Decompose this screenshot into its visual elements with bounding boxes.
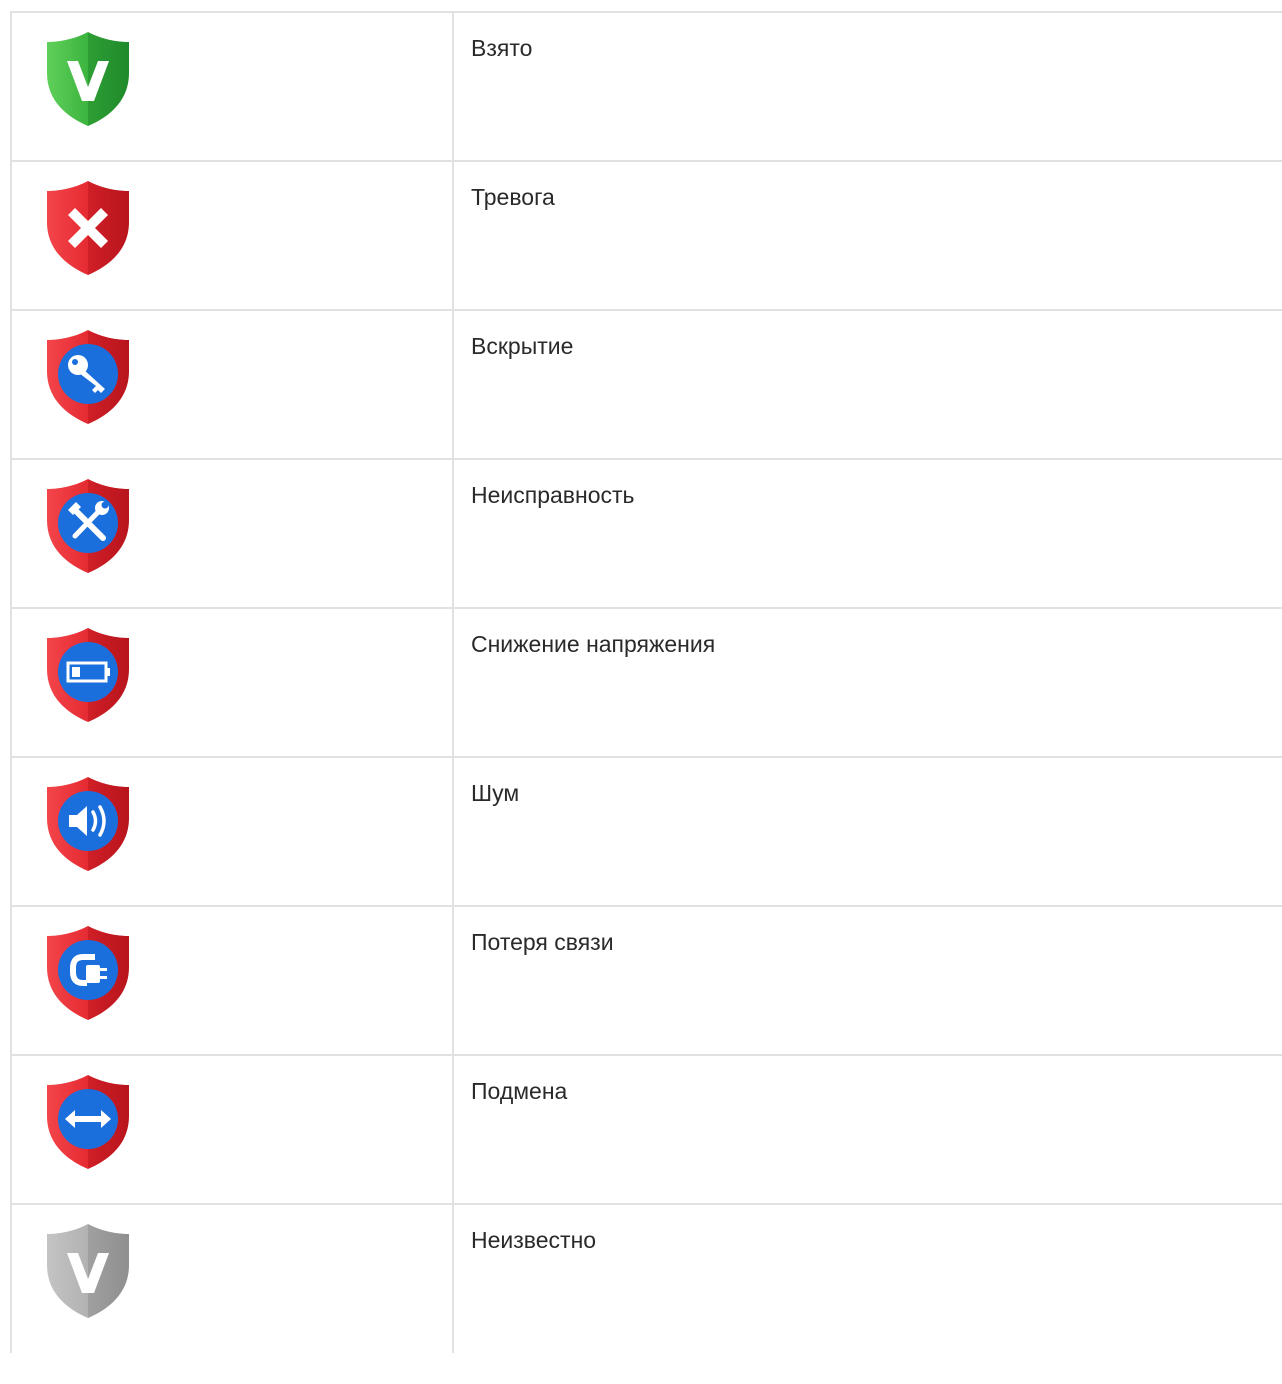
table-row — [11, 161, 1282, 310]
status-label: Тревога — [453, 161, 1282, 310]
status-label: Подмена — [453, 1055, 1282, 1204]
shield-plug-icon — [43, 923, 133, 1023]
status-label: Снижение напряжения — [453, 608, 1282, 757]
status-label: Шум — [453, 757, 1282, 906]
status-label: Вскрытие — [453, 310, 1282, 459]
shield-check-green-icon — [43, 29, 133, 129]
shield-key-icon — [43, 327, 133, 427]
table-row — [11, 459, 1282, 608]
status-label: Взято — [453, 12, 1282, 161]
table-row — [11, 12, 1282, 161]
shield-arrows-icon — [43, 1072, 133, 1172]
table-row — [11, 310, 1282, 459]
status-label: Неизвестно — [453, 1204, 1282, 1353]
status-legend-table — [10, 11, 1282, 1353]
table-row — [11, 1204, 1282, 1353]
table-row — [11, 757, 1282, 906]
table-row — [11, 1055, 1282, 1204]
shield-tools-icon — [43, 476, 133, 576]
shield-battery-icon — [43, 625, 133, 725]
status-label: Неисправность — [453, 459, 1282, 608]
shield-check-gray-icon — [43, 1221, 133, 1321]
table-row — [11, 608, 1282, 757]
table-row — [11, 906, 1282, 1055]
status-label: Потеря связи — [453, 906, 1282, 1055]
shield-cross-red-icon — [43, 178, 133, 278]
shield-speaker-icon — [43, 774, 133, 874]
